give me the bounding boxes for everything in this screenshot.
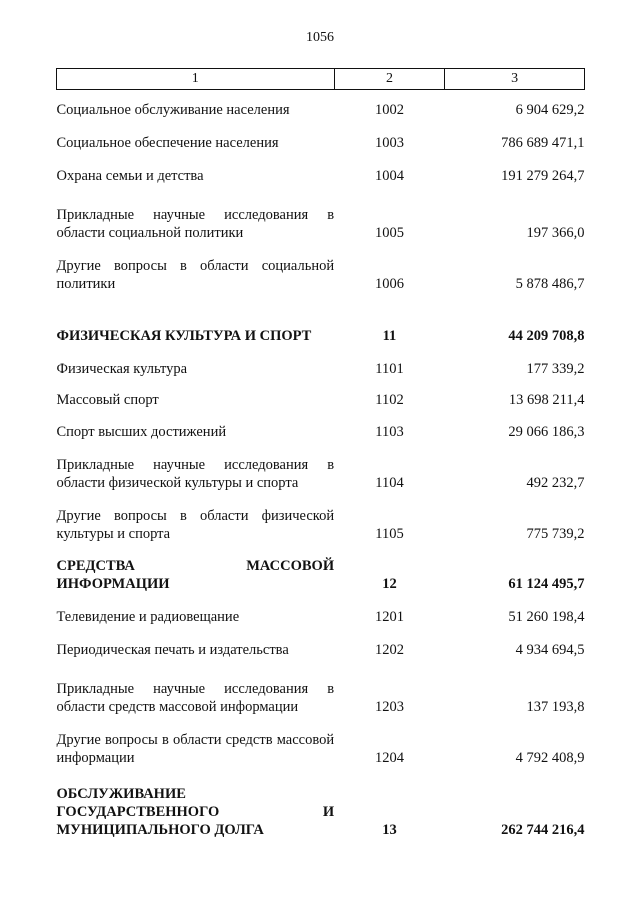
section-row xyxy=(57,543,585,593)
section-row xyxy=(57,767,585,839)
table-row xyxy=(57,593,585,626)
section-name: ФИЗИЧЕСКАЯ КУЛЬТУРА И СПОРТ xyxy=(56,327,312,344)
row-name: Другие вопросы в области физической культуры и спорта xyxy=(56,507,335,542)
row-name: Телевидение и радиовещание xyxy=(56,608,240,625)
row-name: Социальное обслуживание населения xyxy=(56,101,290,118)
section-name: СРЕДСТВА МАССОВОЙ ИНФОРМАЦИИ xyxy=(56,557,335,592)
table-row xyxy=(57,492,585,543)
table-row xyxy=(57,441,585,492)
table-header-row xyxy=(57,69,585,90)
table-row xyxy=(57,716,585,767)
row-code: 1006 xyxy=(374,275,404,292)
row-amount: 51 260 198,4 xyxy=(508,608,585,625)
row-amount: 492 232,7 xyxy=(526,474,585,491)
row-amount: 191 279 264,7 xyxy=(501,167,585,184)
section-row xyxy=(57,293,585,345)
section-amount: 262 744 216,4 xyxy=(501,821,585,838)
row-amount: 4 792 408,9 xyxy=(515,749,585,766)
table-row xyxy=(57,345,585,378)
row-code: 1002 xyxy=(374,101,404,118)
section-code: 13 xyxy=(382,821,397,838)
row-code: 1204 xyxy=(374,749,404,766)
row-name: Прикладные научные исследования в области средств массовой информации xyxy=(56,680,335,715)
row-code: 1201 xyxy=(374,608,404,625)
row-name: Другие вопросы в области социальной политики xyxy=(56,257,335,292)
table-row xyxy=(57,185,585,242)
budget-table xyxy=(56,68,585,839)
table-row xyxy=(57,90,585,119)
table-row xyxy=(57,242,585,293)
row-code: 1101 xyxy=(375,360,404,377)
row-name: Спорт высших достижений xyxy=(56,423,227,440)
page-number: 1056 xyxy=(306,30,334,45)
section-name: ОБСЛУЖИВАНИЕ ГОСУДАРСТВЕННОГО И МУНИЦИПАЛЬНОГО ДОЛГА xyxy=(56,785,335,838)
row-name: Прикладные научные исследования в области физической культуры и спорта xyxy=(56,456,335,491)
row-code: 1102 xyxy=(375,391,404,408)
row-name: Социальное обеспечение населения xyxy=(56,134,279,151)
section-code: 11 xyxy=(382,327,397,344)
row-amount: 775 739,2 xyxy=(526,525,585,542)
row-amount: 197 366,0 xyxy=(526,224,585,241)
table-row xyxy=(57,152,585,185)
row-code: 1103 xyxy=(375,423,404,440)
row-name: Массовый спорт xyxy=(56,391,159,408)
row-amount: 137 193,8 xyxy=(526,698,585,715)
table-row xyxy=(57,119,585,152)
section-amount: 61 124 495,7 xyxy=(508,575,585,592)
table-row xyxy=(57,626,585,659)
row-name: Физическая культура xyxy=(56,360,188,377)
row-name: Охрана семьи и детства xyxy=(56,167,204,184)
table-row xyxy=(57,659,585,716)
section-code: 12 xyxy=(382,575,397,592)
row-amount: 5 878 486,7 xyxy=(515,275,585,292)
section-amount: 44 209 708,8 xyxy=(508,327,585,344)
row-amount: 177 339,2 xyxy=(526,360,585,377)
row-name: Периодическая печать и издательства xyxy=(56,641,289,658)
row-amount: 13 698 211,4 xyxy=(508,391,585,408)
row-code: 1202 xyxy=(374,641,404,658)
row-amount: 4 934 694,5 xyxy=(515,641,585,658)
column-header-2: 2 xyxy=(334,69,445,90)
row-amount: 29 066 186,3 xyxy=(508,423,585,440)
row-name: Другие вопросы в области средств массовой информации xyxy=(56,731,335,766)
row-code: 1004 xyxy=(374,167,404,184)
column-header-1: 1 xyxy=(57,69,335,90)
row-code: 1104 xyxy=(375,474,404,491)
row-code: 1005 xyxy=(374,224,404,241)
row-code: 1203 xyxy=(374,698,404,715)
row-amount: 786 689 471,1 xyxy=(501,134,585,151)
table-row xyxy=(57,378,585,409)
table-row xyxy=(57,409,585,441)
row-name: Прикладные научные исследования в области социальной политики xyxy=(56,206,335,241)
row-code: 1003 xyxy=(374,134,404,151)
column-header-3: 3 xyxy=(445,69,585,90)
row-amount: 6 904 629,2 xyxy=(515,101,585,118)
row-code: 1105 xyxy=(375,525,404,542)
